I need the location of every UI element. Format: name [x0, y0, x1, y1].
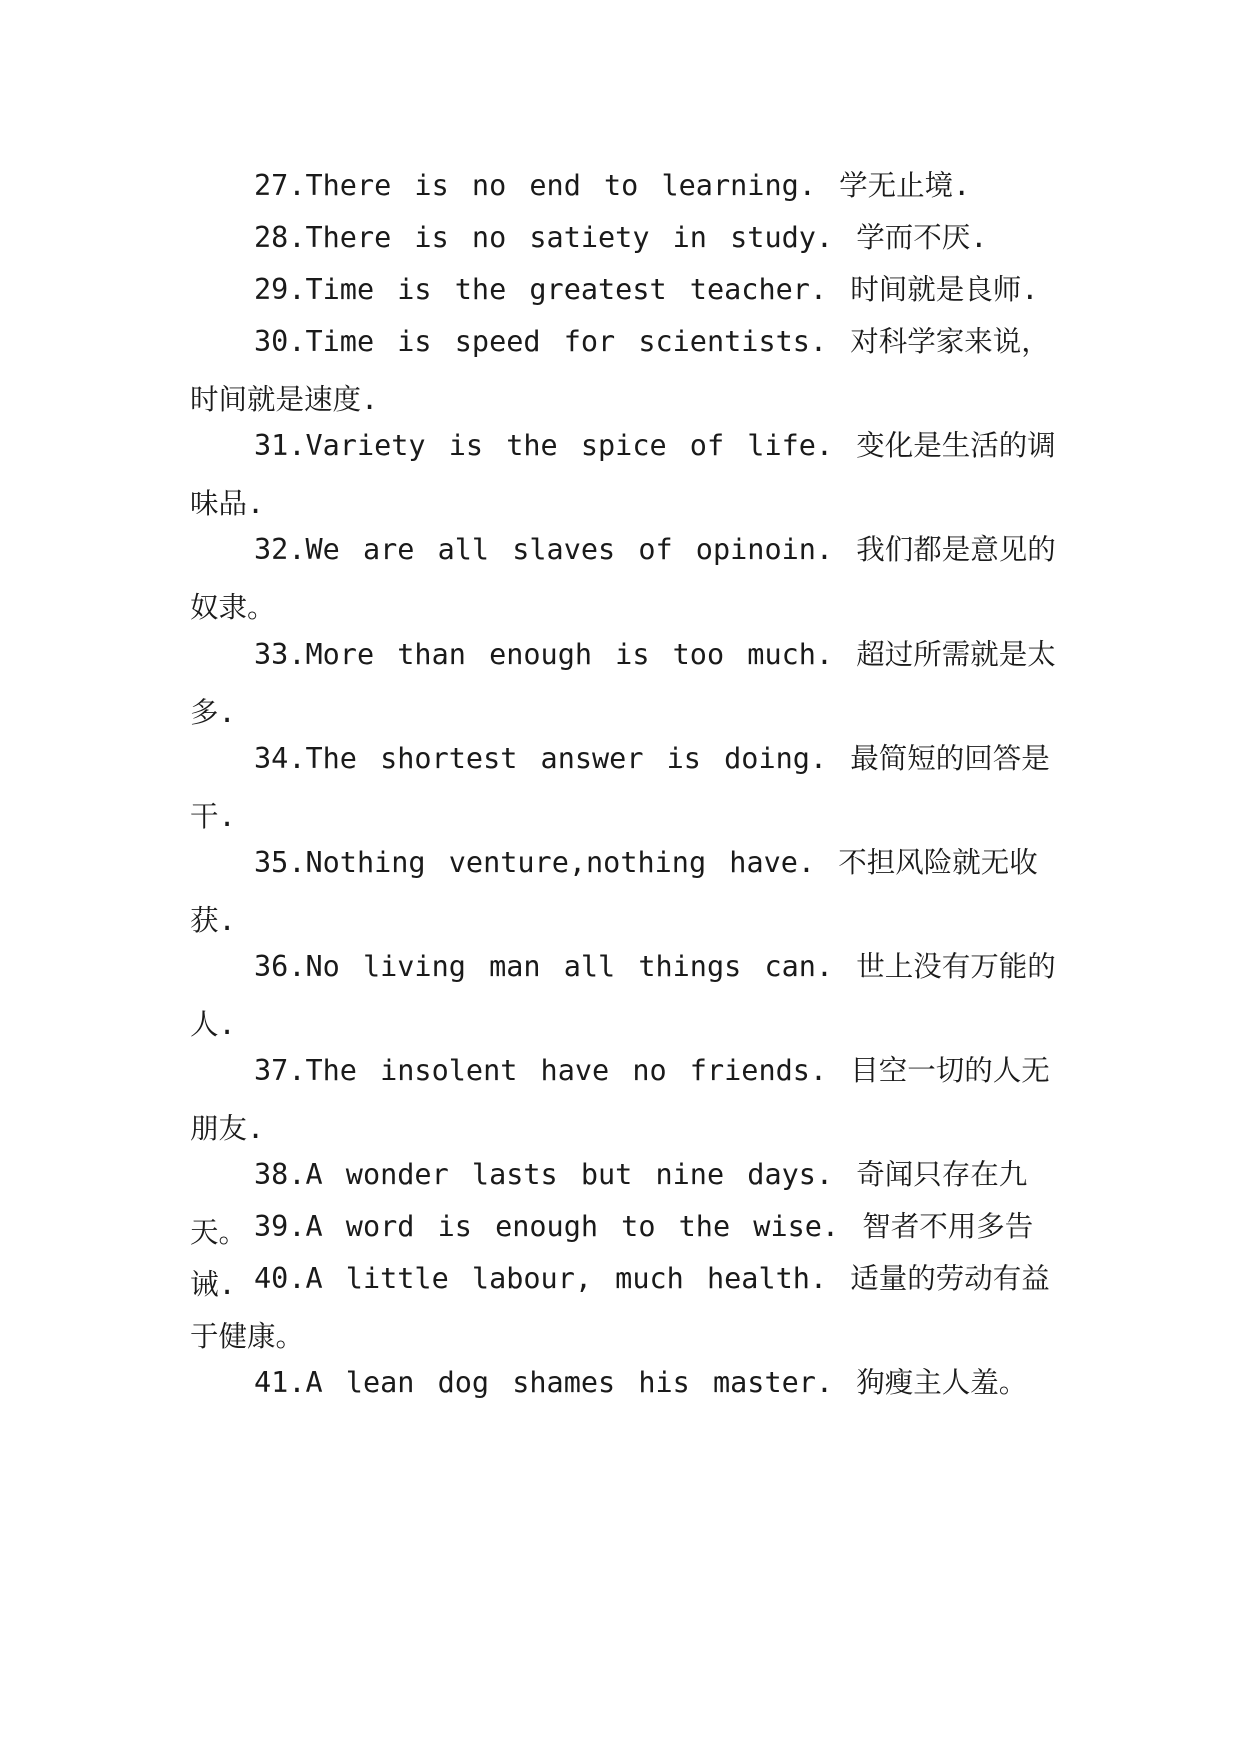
- proverb-english: Time is speed for scientists.: [305, 325, 828, 358]
- proverb-chinese: 适量的劳动有益于健康。: [190, 1262, 1050, 1353]
- proverb-english: The insolent have no friends.: [305, 1054, 828, 1087]
- proverb-number: 38.: [254, 1158, 306, 1191]
- proverb-number: 31.: [254, 429, 306, 462]
- proverb-36: [190, 938, 1070, 1054]
- proverb-chinese: 世上没有万能的人.: [190, 950, 1056, 1041]
- proverb-41: [190, 1354, 1070, 1412]
- proverb-english: No living man all things can.: [305, 950, 834, 983]
- proverb-40: [190, 1250, 1070, 1366]
- proverb-english: Variety is the spice of life.: [305, 429, 834, 462]
- proverb-37: [190, 1042, 1070, 1158]
- proverb-number: 35.: [254, 846, 306, 879]
- proverb-number: 36.: [254, 950, 306, 983]
- proverb-number: 28.: [254, 221, 306, 254]
- proverb-english: There is no satiety in study.: [305, 221, 834, 254]
- proverb-29: [190, 261, 1070, 319]
- proverb-number: 30.: [254, 325, 306, 358]
- proverb-number: 39.: [254, 1210, 306, 1243]
- proverb-number: 32.: [254, 533, 306, 566]
- proverb-chinese: 学无止境.: [839, 169, 971, 202]
- proverb-chinese: 最简短的回答是干.: [190, 742, 1050, 833]
- proverb-english: Nothing venture,nothing have.: [305, 846, 816, 879]
- proverb-english: A wonder lasts but nine days.: [305, 1158, 834, 1191]
- proverb-35: [190, 834, 1070, 950]
- proverb-chinese: 不担风险就无收获.: [190, 846, 1038, 937]
- proverb-chinese: 超过所需就是太多.: [190, 638, 1056, 729]
- proverb-number: 37.: [254, 1054, 306, 1087]
- proverb-28: [190, 209, 1070, 267]
- proverb-chinese: 我们都是意见的奴隶。: [190, 533, 1056, 624]
- proverb-chinese: 变化是生活的调味品.: [190, 429, 1056, 520]
- proverb-english: A word is enough to the wise.: [305, 1210, 840, 1243]
- proverb-chinese: 狗瘦主人羞。: [856, 1366, 1028, 1399]
- proverb-32: [190, 521, 1070, 637]
- proverb-english: The shortest answer is doing.: [305, 742, 828, 775]
- proverb-number: 41.: [254, 1366, 306, 1399]
- proverb-number: 40.: [254, 1262, 306, 1295]
- proverb-english: A little labour, much health.: [305, 1262, 828, 1295]
- proverb-31: [190, 417, 1070, 533]
- proverb-30: [190, 313, 1070, 429]
- proverb-number: 34.: [254, 742, 306, 775]
- proverb-english: A lean dog shames his master.: [305, 1366, 834, 1399]
- proverb-english: More than enough is too much.: [305, 638, 834, 671]
- proverb-number: 27.: [254, 169, 306, 202]
- proverb-27: [190, 157, 1070, 215]
- proverb-english: We are all slaves of opinoin.: [305, 533, 834, 566]
- proverb-english: There is no end to learning.: [305, 169, 816, 202]
- proverb-chinese: 学而不厌.: [856, 221, 988, 254]
- proverb-english: Time is the greatest teacher.: [305, 273, 828, 306]
- proverb-chinese: 目空一切的人无朋友.: [190, 1054, 1050, 1145]
- proverb-number: 33.: [254, 638, 306, 671]
- proverb-number: 29.: [254, 273, 306, 306]
- proverb-chinese: 时间就是良师.: [850, 273, 1039, 306]
- proverb-33: [190, 626, 1070, 742]
- proverb-chinese: 对科学家来说，时间就是速度.: [190, 325, 1050, 416]
- proverb-34: [190, 730, 1070, 846]
- proverb-chinese: 奇闻只存在九天。: [190, 1158, 1028, 1249]
- proverb-chinese: 智者不用多告诫.: [190, 1210, 1034, 1301]
